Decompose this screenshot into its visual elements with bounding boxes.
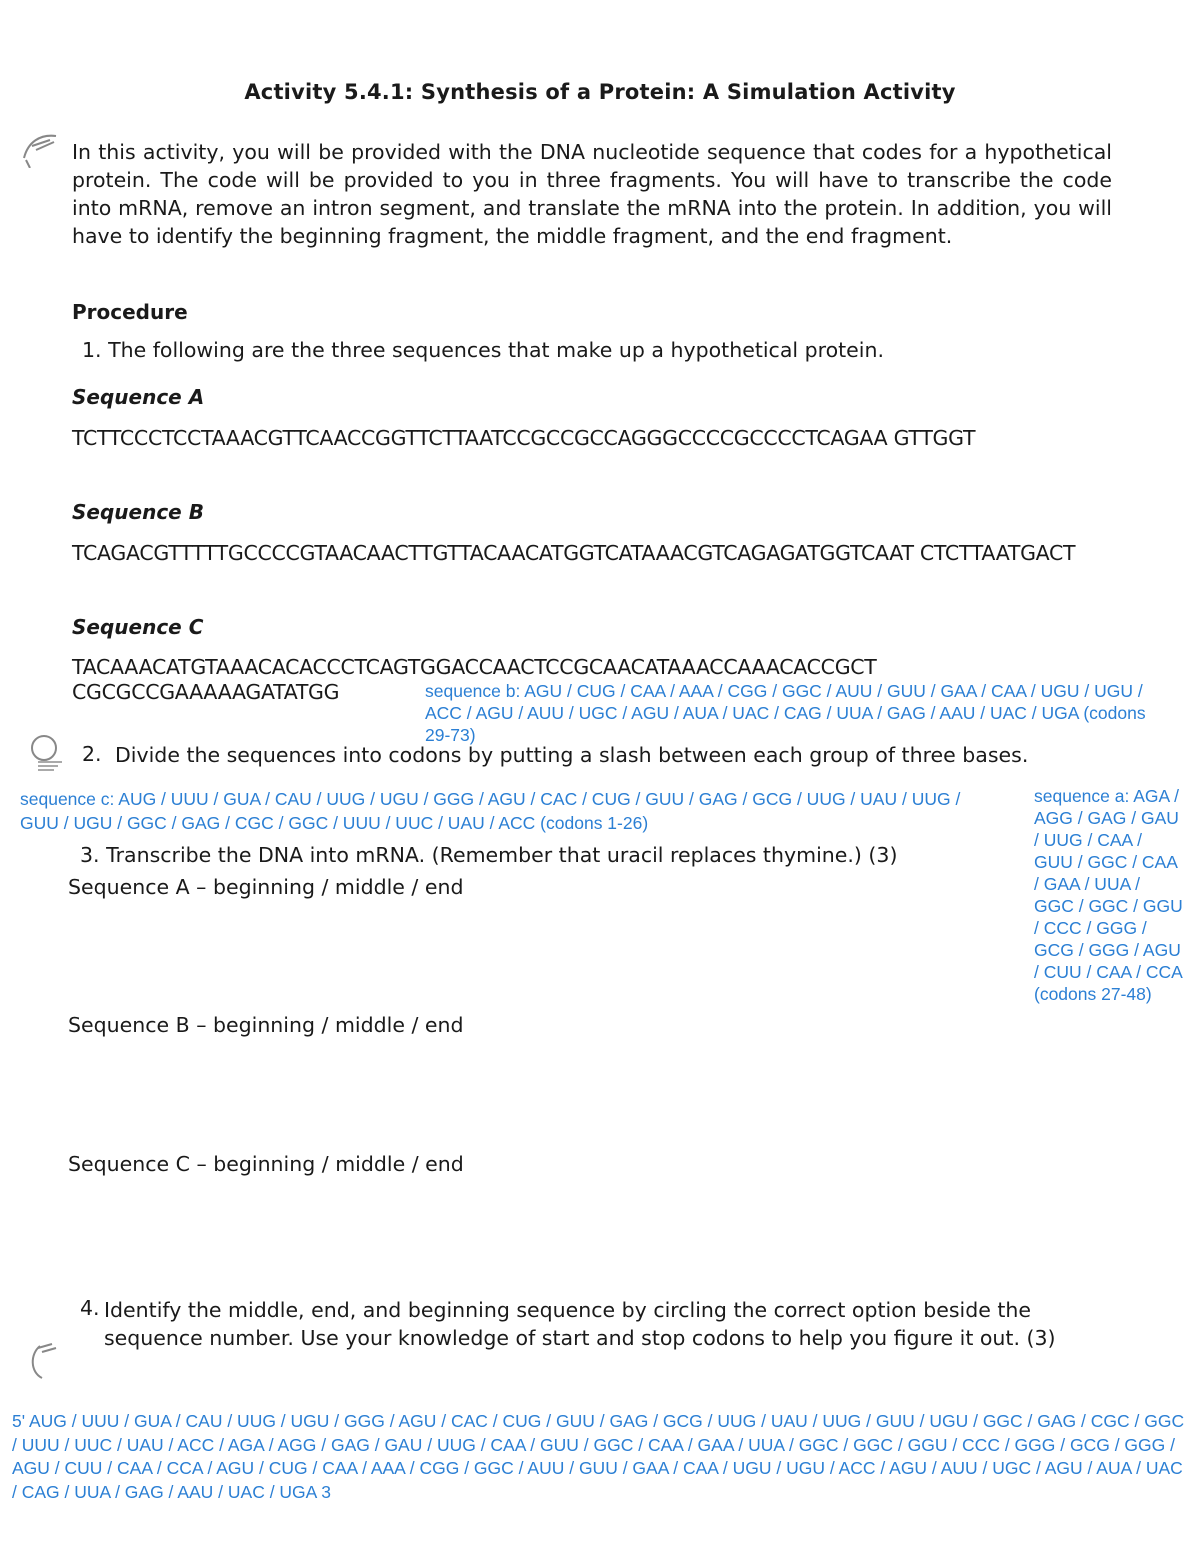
step-4-number: 4.: [80, 1296, 100, 1320]
sequence-c-dna-line1: TACAAACATGTAAACACACCCTCAGTGGACCAACTCCGCAACATAAACCAAACACCGCT: [72, 655, 877, 679]
sequence-b-dna: TCAGACGTTTTTGCCCCGTAACAACTTGTTACAACATGGTCATAAACGTCAGAGATGGTCAAT CTCTTAATGACT: [72, 541, 1076, 565]
procedure-heading: Procedure: [72, 300, 188, 324]
sequence-c-options: Sequence C – beginning / middle / end: [68, 1152, 464, 1176]
sequence-a-options: Sequence A – beginning / middle / end: [68, 875, 464, 899]
annotation-sequence-c-line1: sequence c: AUG / UUU / GUA / CAU / UUG / UGU / GGG / AGU / CAC / CUG / GUU / GAG / GCG / UUG / UAU / UUG /: [20, 789, 961, 809]
annotation-sequence-c-line2: GUU / UGU / GGC / GAG / CGC / GGC / UUU / UUC / UAU / ACC (codons 1-26): [20, 813, 649, 833]
sequence-a-heading: Sequence A: [72, 385, 205, 409]
sequence-b-options: Sequence B – beginning / middle / end: [68, 1013, 464, 1037]
annotation-full-mrna: 5' AUG / UUU / GUA / CAU / UUG / UGU / GGG / AGU / CAC / CUG / GUU / GAG / GCG / UUG / UAU / UUG / GUU / UGU / GGC / GAG / CGC / GGC / UUU / UUC / UAU / ACC / AGA / AGG / GAG / GAU / UUG / CAA / GUU / GGC / CAA / GAA / UUA / GGC / GGC / GGU / CCC / GGG / GCG / GGG / AGU / CUU / CAA / CCA / AGU / CUG / CAA / AAA / CGG / GGC / AUU / GUU / GAA / CAA / UGU / UGU / ACC / AGU / AUU / UGC / AGU / AUA / UAC / CAG / UUA / GAG / AAU / UAC / UGA 3: [12, 1411, 1185, 1502]
sequence-a-dna: TCTTCCCTCCTAAACGTTCAACCGGTTCTTAATCCGCCGCCAGGGCCCCGCCCCTCAGAA GTTGGT: [72, 426, 976, 450]
annotation-sequence-b: sequence b: AGU / CUG / CAA / AAA / CGG / GGC / AUU / GUU / GAA / CAA / UGU / UGU / ACC / AGU / AUU / UGC / AGU / AUA / UAC / CAG / UUA / GAG / AAU / UAC / UGA (codons 29-73): [425, 681, 1146, 745]
page-title: Activity 5.4.1: Synthesis of a Protein: A Simulation Activity: [244, 80, 956, 104]
pencil-scribble-icon: [26, 1340, 66, 1380]
eraser-scribble-icon: [28, 732, 68, 772]
sequence-c-heading: Sequence C: [72, 615, 204, 639]
step-4-text: Identify the middle, end, and beginning sequence by circling the correct option beside the sequence number. Use your knowledge of start and stop codons to help you figure it out. (3): [104, 1298, 1056, 1350]
step-3-text: 3. Transcribe the DNA into mRNA. (Remember that uracil replaces thymine.) (3): [80, 843, 898, 867]
step-2-text: Divide the sequences into codons by putting a slash between each group of three bases.: [115, 743, 1029, 767]
step-1-text: 1. The following are the three sequences that make up a hypothetical protein.: [82, 338, 884, 362]
sequence-b-heading: Sequence B: [72, 500, 204, 524]
sequence-c-dna-line2: CGCGCCGAAAAAGATATGG: [72, 680, 340, 704]
step-2-number: 2.: [82, 742, 102, 766]
pencil-scribble-icon: [20, 128, 60, 168]
intro-paragraph: In this activity, you will be provided with the DNA nucleotide sequence that codes for a hypothetical protein. The code will be provided to you in three fragments. You will have to transcribe the code into mRNA, remove an intron segment, and translate the mRNA into the protein. In addition, you will have to identify the beginning fragment, the middle fragment, and the end fragment.: [72, 140, 1112, 248]
annotation-sequence-a: sequence a: AGA / AGG / GAG / GAU / UUG / CAA / GUU / GGC / CAA / GAA / UUA / GGC / GGC / GGU / CCC / GGG / GCG / GGG / AGU / CUU / CAA / CCA (codons 27-48): [1034, 786, 1183, 1004]
